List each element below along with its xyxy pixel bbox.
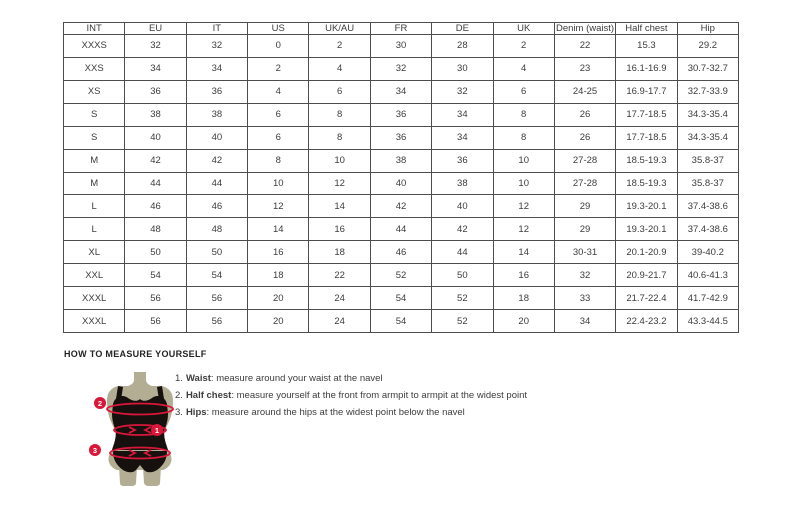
column-header: INT <box>64 23 125 35</box>
table-cell: 34 <box>125 57 186 80</box>
table-cell: XXL <box>64 264 125 287</box>
table-cell: 10 <box>309 149 370 172</box>
table-cell: 28 <box>432 35 493 58</box>
instruction-label: Waist <box>185 373 211 384</box>
table-cell: 10 <box>248 172 309 195</box>
column-header: UK/AU <box>309 23 370 35</box>
table-cell: 34 <box>186 57 247 80</box>
table-cell: 34 <box>432 103 493 126</box>
table-row <box>64 264 739 287</box>
table-cell: 14 <box>248 218 309 241</box>
table-cell: 19.3-20.1 <box>616 218 677 241</box>
table-cell: 18 <box>309 241 370 264</box>
table-cell: 8 <box>493 126 554 149</box>
mannequin-illustration <box>85 370 180 488</box>
table-cell: 4 <box>493 57 554 80</box>
column-header: Hip <box>677 23 738 35</box>
table-cell: S <box>64 103 125 126</box>
table-cell: 10 <box>493 172 554 195</box>
table-cell: 40 <box>432 195 493 218</box>
table-cell: 14 <box>493 241 554 264</box>
instruction-text: : measure around your waist at the navel <box>210 373 383 384</box>
column-header: Half chest <box>616 23 677 35</box>
table-cell: 48 <box>125 218 186 241</box>
table-row <box>64 35 739 58</box>
table-cell: 35.8-37 <box>677 172 738 195</box>
table-cell: 35.8-37 <box>677 149 738 172</box>
table-cell: 22 <box>309 264 370 287</box>
table-cell: 19.3-20.1 <box>616 195 677 218</box>
table-cell: 34 <box>432 126 493 149</box>
table-cell: 46 <box>125 195 186 218</box>
table-cell: 29.2 <box>677 35 738 58</box>
table-cell: 42 <box>125 149 186 172</box>
table-cell: 32 <box>186 35 247 58</box>
column-header: FR <box>370 23 431 35</box>
table-cell: 44 <box>186 172 247 195</box>
table-cell: 36 <box>432 149 493 172</box>
table-cell: 12 <box>493 218 554 241</box>
table-cell: 21.7-22.4 <box>616 287 677 310</box>
table-cell: 54 <box>186 264 247 287</box>
table-cell: 16.1-16.9 <box>616 57 677 80</box>
table-cell: 40 <box>370 172 431 195</box>
table-row <box>64 241 739 264</box>
table-cell: 38 <box>186 103 247 126</box>
instruction-number: 1. <box>175 373 183 384</box>
table-cell: 56 <box>125 310 186 333</box>
table-cell: 38 <box>370 149 431 172</box>
column-header: Denim (waist) <box>556 23 615 34</box>
table-cell: 40 <box>186 126 247 149</box>
table-cell: XL <box>64 241 125 264</box>
table-row <box>64 103 739 126</box>
table-cell: 14 <box>309 195 370 218</box>
table-cell: 36 <box>370 126 431 149</box>
table-cell: 15.3 <box>616 35 677 58</box>
table-cell: 16.9-17.7 <box>616 80 677 103</box>
table-cell: 24 <box>309 310 370 333</box>
table-cell: 8 <box>248 149 309 172</box>
table-cell: 32 <box>554 264 615 287</box>
table-cell: 29 <box>554 195 615 218</box>
table-cell: 44 <box>370 218 431 241</box>
table-cell: 12 <box>309 172 370 195</box>
table-cell: 26 <box>554 126 615 149</box>
table-cell: 22.4-23.2 <box>616 310 677 333</box>
badge-hips-number: 3 <box>92 445 98 455</box>
table-cell: 37.4-38.6 <box>677 218 738 241</box>
column-header: US <box>248 23 309 35</box>
table-cell: 52 <box>370 264 431 287</box>
size-table <box>63 22 739 333</box>
table-cell: 40 <box>125 126 186 149</box>
table-row <box>64 310 739 333</box>
table-row <box>64 80 739 103</box>
table-cell: 27-28 <box>554 149 615 172</box>
table-cell: 36 <box>125 80 186 103</box>
table-cell: 24-25 <box>554 80 615 103</box>
table-cell: 6 <box>493 80 554 103</box>
table-cell: 52 <box>432 310 493 333</box>
table-row <box>64 57 739 80</box>
table-cell: 56 <box>186 310 247 333</box>
table-cell: XXXS <box>64 35 125 58</box>
table-cell: 30 <box>432 57 493 80</box>
table-cell: 39-40.2 <box>677 241 738 264</box>
instruction-text: : measure around the hips at the widest point below the navel <box>206 407 465 418</box>
measure-section-heading: HOW TO MEASURE YOURSELF <box>64 349 207 359</box>
table-row <box>64 149 739 172</box>
table-cell: 12 <box>248 195 309 218</box>
table-cell: 32 <box>125 35 186 58</box>
table-cell: 22 <box>554 35 615 58</box>
table-cell: 36 <box>186 80 247 103</box>
table-cell: 30-31 <box>554 241 615 264</box>
table-cell: 4 <box>248 80 309 103</box>
table-cell: 4 <box>309 57 370 80</box>
table-cell: 17.7-18.5 <box>616 103 677 126</box>
table-cell: 32 <box>432 80 493 103</box>
table-cell: 20.1-20.9 <box>616 241 677 264</box>
table-cell: XXS <box>64 57 125 80</box>
table-cell: 2 <box>493 35 554 58</box>
table-cell: 27-28 <box>554 172 615 195</box>
table-cell: 56 <box>186 287 247 310</box>
table-cell: M <box>64 172 125 195</box>
table-cell: 32.7-33.9 <box>677 80 738 103</box>
table-cell: 42 <box>432 218 493 241</box>
column-header: EU <box>125 23 186 35</box>
table-cell: XXXL <box>64 287 125 310</box>
table-cell: 10 <box>493 149 554 172</box>
column-header: UK <box>493 23 554 35</box>
table-cell: 54 <box>370 287 431 310</box>
table-cell: 50 <box>125 241 186 264</box>
table-cell: 52 <box>432 287 493 310</box>
table-cell: S <box>64 126 125 149</box>
table-cell: 0 <box>248 35 309 58</box>
table-cell: 37.4-38.6 <box>677 195 738 218</box>
measurement-figure <box>85 370 180 488</box>
table-cell: 20 <box>248 310 309 333</box>
table-cell: 56 <box>125 287 186 310</box>
table-cell: 26 <box>554 103 615 126</box>
table-cell: 20 <box>248 287 309 310</box>
table-cell: 44 <box>125 172 186 195</box>
table-row <box>64 195 739 218</box>
table-cell: 17.7-18.5 <box>616 126 677 149</box>
table-cell: M <box>64 149 125 172</box>
table-cell: 32 <box>370 57 431 80</box>
instruction-number: 2. <box>175 390 183 401</box>
table-cell: 16 <box>493 264 554 287</box>
table-cell: 6 <box>309 80 370 103</box>
table-cell: 20 <box>493 310 554 333</box>
table-cell: 23 <box>554 57 615 80</box>
badge-bust-number: 2 <box>97 398 103 408</box>
table-cell: 43.3-44.5 <box>677 310 738 333</box>
table-cell: 18 <box>248 264 309 287</box>
instruction-label: Hips <box>185 407 207 418</box>
instruction-item-waist <box>175 370 527 387</box>
table-cell: 8 <box>309 103 370 126</box>
instruction-text: : measure yourself at the front from armpit to armpit at the widest point <box>231 390 528 401</box>
table-cell: 18.5-19.3 <box>616 149 677 172</box>
instruction-number: 3. <box>175 407 183 418</box>
table-cell: 41.7-42.9 <box>677 287 738 310</box>
table-cell: 29 <box>554 218 615 241</box>
instruction-item-hips <box>175 404 527 421</box>
table-cell: 48 <box>186 218 247 241</box>
table-cell: 30.7-32.7 <box>677 57 738 80</box>
instruction-item-half-chest <box>175 387 527 404</box>
table-cell: 16 <box>309 218 370 241</box>
table-cell: 12 <box>493 195 554 218</box>
table-cell: 34.3-35.4 <box>677 103 738 126</box>
column-header: DE <box>432 23 493 35</box>
column-header: IT <box>186 23 247 35</box>
table-cell: 42 <box>370 195 431 218</box>
table-cell: L <box>64 218 125 241</box>
table-cell: XXXL <box>64 310 125 333</box>
table-cell: 36 <box>370 103 431 126</box>
table-cell: 44 <box>432 241 493 264</box>
table-cell: 34.3-35.4 <box>677 126 738 149</box>
table-cell: 8 <box>309 126 370 149</box>
table-cell: 33 <box>554 287 615 310</box>
badge-waist-number: 1 <box>154 425 160 435</box>
table-row <box>64 172 739 195</box>
table-cell: L <box>64 195 125 218</box>
table-cell: 2 <box>309 35 370 58</box>
table-cell: 16 <box>248 241 309 264</box>
table-cell: 34 <box>554 310 615 333</box>
table-cell: 46 <box>186 195 247 218</box>
table-cell: 6 <box>248 103 309 126</box>
instruction-label: Half chest <box>185 390 232 401</box>
table-cell: 38 <box>125 103 186 126</box>
table-cell: 6 <box>248 126 309 149</box>
table-row <box>64 126 739 149</box>
table-cell: 34 <box>370 80 431 103</box>
measure-instructions <box>175 370 527 421</box>
table-cell: 24 <box>309 287 370 310</box>
table-row <box>64 287 739 310</box>
table-cell: 50 <box>432 264 493 287</box>
size-table-body <box>64 35 739 333</box>
table-cell: 46 <box>370 241 431 264</box>
size-table-header-row <box>64 23 739 35</box>
table-cell: 38 <box>432 172 493 195</box>
table-cell: 18 <box>493 287 554 310</box>
table-cell: 18.5-19.3 <box>616 172 677 195</box>
table-cell: 20.9-21.7 <box>616 264 677 287</box>
table-cell: 54 <box>125 264 186 287</box>
table-cell: 50 <box>186 241 247 264</box>
table-cell: 2 <box>248 57 309 80</box>
table-cell: 40.6-41.3 <box>677 264 738 287</box>
table-row <box>64 218 739 241</box>
table-cell: 42 <box>186 149 247 172</box>
table-cell: XS <box>64 80 125 103</box>
table-cell: 54 <box>370 310 431 333</box>
table-cell: 8 <box>493 103 554 126</box>
table-cell: 30 <box>370 35 431 58</box>
